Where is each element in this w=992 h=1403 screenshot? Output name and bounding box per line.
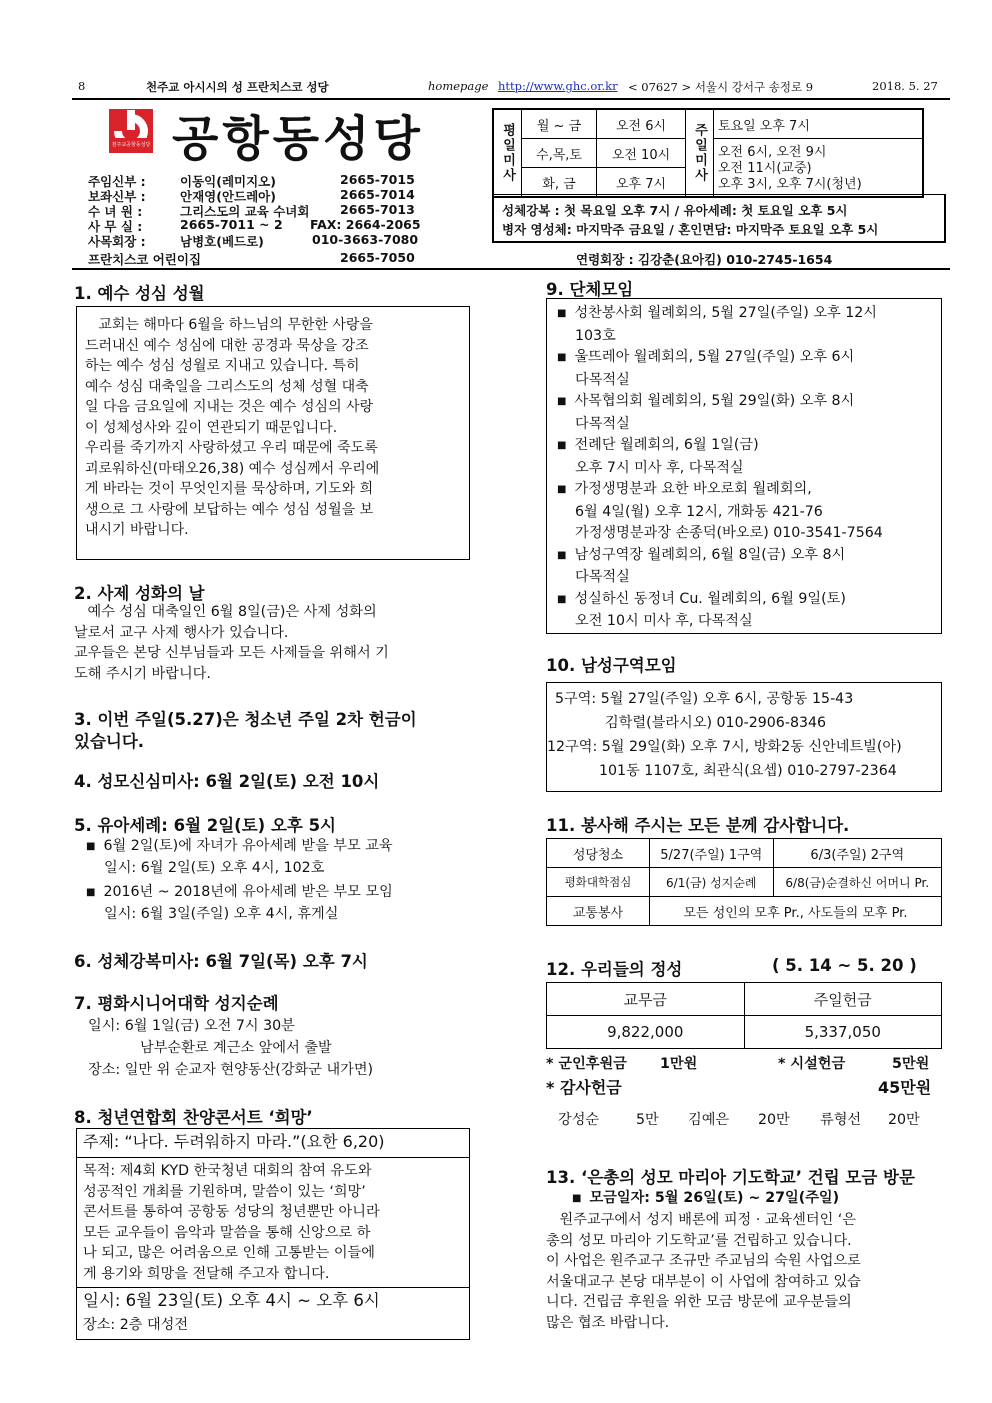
- pilgrimage-departure: 남부순환로 계근소 앞에서 출발: [140, 1040, 332, 1056]
- page-header-line: [72, 76, 950, 100]
- district-12-contact: 101동 1107호, 최관식(요셉) 010-2797-2364: [599, 763, 897, 779]
- district-5-line: 5구역: 5월 27일(주일) 오후 6시, 공항동 15-43: [555, 691, 854, 707]
- staff-row: 프란치스코 어린이집 2665-7050: [88, 250, 415, 267]
- s1-line: 예수 성심 대축일을 그리스도의 성체 성혈 대축: [85, 378, 369, 395]
- s1-line: 교회는 해마다 6월을 하느님의 무한한 사랑을: [85, 317, 373, 333]
- s1-line: 드러내신 예수 성심에 대한 공경과 묵상을 강조: [85, 337, 369, 354]
- list-item: ■ 전례단 월례회의, 6월 1일(금) 오후 7시 미사 후, 다목적실: [557, 435, 883, 479]
- staff-row: 사목회장 : 남병호(베드로) 010-3663-7080: [88, 232, 419, 249]
- s2-line: 교우들은 본당 신부님들과 모든 사제들을 위해서 기: [74, 645, 389, 661]
- list-item: ■ 2016년 ~ 2018년에 유아세례 받은 부모 모임: [86, 882, 393, 905]
- pilgrimage-place: 장소: 일만 위 순교자 현양동산(강화군 내가면): [88, 1062, 374, 1078]
- church-title: 공항동성당: [172, 111, 424, 167]
- section-6-title: 6. 성체강복미사: 6월 7일(목) 오후 7시: [74, 952, 368, 971]
- s8-line: 성공적인 개최를 기원하며, 말씀이 있는 ‘희망’: [83, 1183, 366, 1200]
- s1-line: 생으로 그 사랑에 보답하는 예수 성심 성월을 보: [85, 501, 374, 518]
- district-5-contact: 김학렬(블라시오) 010-2906-8346: [605, 715, 827, 731]
- section-1-box: [76, 306, 470, 560]
- section-3-title-line1: 3. 이번 주일(5.27)은 청소년 주일 2차 헌금이: [74, 710, 417, 729]
- list-item: ■ 울뜨레아 월례회의, 5월 27일(주일) 오후 6시 다목적실: [557, 347, 883, 391]
- list-item: ■ 성찬봉사회 월례회의, 5월 27일(주일) 오후 12시 103호: [557, 303, 883, 347]
- volunteer-table: [546, 838, 942, 926]
- district-12-line: 12구역: 5월 29일(화) 오후 7시, 방화2동 신안네트빌(아): [547, 739, 902, 755]
- s13-line: 니다. 건립금 후원을 위한 모금 방문에 교우분들의: [546, 1294, 852, 1310]
- facility-offering-value: 5만원: [892, 1056, 930, 1072]
- section-10-box: [546, 682, 942, 792]
- list-item-detail: 일시: 6월 3일(주일) 오후 4시, 휴게실: [104, 906, 339, 922]
- section-9-title: 9. 단체모임: [546, 280, 634, 299]
- section-12-title: 12. 우리들의 정성: [546, 960, 683, 979]
- section-1-title: 1. 예수 성심 성월: [74, 284, 205, 303]
- s1-line: 이 성체성사와 깊이 연관되기 때문입니다.: [85, 419, 338, 436]
- s1-line: 내시기 바랍니다.: [85, 522, 189, 538]
- s13-line: 서울대교구 본당 대부분이 이 사업에 참여하고 있습: [546, 1273, 861, 1290]
- s1-line: 일 다음 금요일에 지내는 것은 예수 성심의 사랑: [85, 399, 374, 415]
- thanks-offering-value: 45만원: [878, 1078, 932, 1097]
- funeral-society-contact: 연령회장 : 김강춘(요아킴) 010-2745-1654: [576, 252, 833, 267]
- mass-schedule-table: 평일미사 월 ~ 금 오전 6시 주일미사 토요일 오후 7시 수,목,토 오전 10시 오전 6시, 오전 9시 오전 11시(교중) 오후 3시, 오후 7시(청년) 화, 금 오후 7시: [492, 108, 924, 198]
- church-name: 천주교 아시시의 성 프란치스코 성당: [146, 80, 329, 94]
- section-9-box: [546, 298, 942, 634]
- concert-time: 일시: 6월 23일(토) 오후 4시 ~ 오후 6시: [83, 1291, 380, 1310]
- s13-line: 많은 협조 바랍니다.: [546, 1314, 670, 1331]
- offering-period: ( 5. 14 ~ 5. 20 ): [772, 956, 917, 975]
- section-13-title: 13. ‘은총의 성모 마리아 기도학교’ 건립 모금 방문: [546, 1168, 915, 1187]
- logo-caption: 천주교공항동성당: [111, 142, 151, 148]
- s1-line: 괴로워하신(마태오26,38) 예수 성심께서 우리에: [85, 460, 380, 477]
- s8-line: 게 용기와 희망을 전달해 주고자 합니다.: [83, 1265, 330, 1282]
- list-item: ■ 가정생명분과 요한 바오로회 월례회의, 6월 4일(월) 오후 12시, 개화동 421-76 가정생명분과장 손종덕(바오로) 010-3541-7564: [557, 479, 883, 545]
- church-logo-icon: [108, 108, 154, 154]
- s8-line: 콘서트를 통하여 공항동 성당의 청년뿐만 아니라: [83, 1204, 380, 1220]
- list-item: ■ 성실하신 동정녀 Cu. 월례회의, 6월 9일(토) 오전 10시 미사 후, 다목적실: [557, 589, 883, 633]
- sunday-mass-label: 주일미사: [686, 109, 714, 197]
- staff-row: 주임신부 : 이동익(레미지오) 2665-7015: [88, 172, 415, 189]
- s2-line: 날로서 교구 사제 행사가 있습니다.: [74, 624, 289, 641]
- table-row: 성당청소 5/27(주일) 1구역 6/3(주일) 2구역: [547, 839, 942, 868]
- weekday-mass-label: 평일미사: [493, 109, 522, 197]
- pilgrimage-time: 일시: 6월 1일(금) 오전 7시 30분: [88, 1018, 295, 1034]
- table-row: 9,822,000 5,337,050: [547, 1016, 942, 1049]
- offering-table: [546, 982, 942, 1049]
- list-item: ■ 6월 2일(토)에 자녀가 유아세례 받을 부모 교육: [86, 836, 393, 859]
- staff-row: 수 녀 원 : 그리스도의 교육 수녀회 2665-7013: [88, 202, 415, 219]
- homepage-link[interactable]: http://www.ghc.or.kr: [498, 79, 618, 93]
- section-2-title: 2. 사제 성화의 날: [74, 584, 205, 603]
- s2-line: 예수 성심 대축일인 6월 8일(금)은 사제 성화의: [74, 604, 377, 620]
- section-5-title: 5. 유아세례: 6월 2일(토) 오후 5시: [74, 816, 336, 835]
- table-row: 교무금 주일헌금: [547, 983, 942, 1016]
- military-donation-value: 1만원: [660, 1056, 698, 1072]
- s8-line: 모든 교우들이 음악과 말씀을 통해 신앙으로 하: [83, 1224, 371, 1241]
- section-4-title: 4. 성모신심미사: 6월 2일(토) 오전 10시: [74, 772, 380, 791]
- staff-row: 보좌신부 : 안재영(안드레아) 2665-7014: [88, 187, 415, 204]
- s13-line: 이 사업은 원주교구 조규만 주교님의 숙원 사업으로: [546, 1253, 861, 1269]
- list-item: ■ 사목협의회 월례회의, 5월 29일(화) 오후 8시 다목적실: [557, 391, 883, 435]
- list-item-detail: 일시: 6월 2일(토) 오후 4시, 102호: [104, 860, 325, 876]
- church-address: < 07627 > 서울시 강서구 송정로 9: [628, 80, 814, 94]
- section-8-title: 8. 청년연합회 찬양콘서트 ‘희망’: [74, 1108, 313, 1127]
- list-item: ■ 남성구역장 월례회의, 6월 8일(금) 오후 8시 다목적실: [557, 545, 883, 589]
- s8-line: 목적: 제4회 KYD 한국청년 대회의 참여 유도와: [83, 1163, 372, 1179]
- s1-line: 하는 예수 성심 성월로 지내고 있습니다. 특히: [85, 358, 360, 374]
- homepage-label: homepage: [428, 79, 489, 93]
- concert-place: 장소: 2층 대성전: [83, 1317, 189, 1333]
- staff-row: 사 무 실 : 2665-7011 ~ 2 FAX: 2664-2065: [88, 217, 421, 234]
- s8-line: 나 되고, 많은 어려움으로 인해 고통받는 이들에: [83, 1245, 375, 1261]
- section-11-title: 11. 봉사해 주시는 모든 분께 감사합니다.: [546, 816, 850, 835]
- s13-line: 원주교구에서 성지 배론에 피정 · 교육센터인 ‘은: [546, 1212, 857, 1228]
- s1-line: 게 바라는 것이 무엇인지를 묵상하며, 기도와 희: [85, 481, 374, 497]
- section-10-title: 10. 남성구역모임: [546, 656, 677, 675]
- table-row: 교통봉사 모든 성인의 모후 Pr., 사도들의 모후 Pr.: [547, 897, 942, 926]
- header-divider: [72, 268, 950, 270]
- section-7-title: 7. 평화시니어대학 성지순례: [74, 994, 279, 1013]
- military-donation-label: * 군인후원금: [546, 1056, 627, 1072]
- section-3-title-line2: 있습니다.: [74, 732, 145, 751]
- s2-line: 도해 주시기 바랍니다.: [74, 665, 211, 682]
- page-number: 8: [78, 79, 86, 93]
- s1-line: 우리를 죽기까지 사랑하셨고 우리 때문에 죽도록: [85, 440, 378, 456]
- s13-line: 총의 성모 마리아 기도학교’를 건립하고 있습니다.: [546, 1232, 852, 1249]
- fundraising-date: ■ 모금일자: 5월 26일(토) ~ 27일(주일): [572, 1188, 839, 1211]
- facility-offering-label: * 시설헌금: [778, 1056, 846, 1072]
- issue-date: 2018. 5. 27: [872, 79, 938, 93]
- section-8-box: [76, 1128, 470, 1340]
- thanks-offering-label: * 감사헌금: [546, 1078, 622, 1097]
- concert-theme: 주제: “나다. 두려워하지 마라.”(요한 6,20): [83, 1132, 385, 1151]
- sacrament-schedule: 성체강복 : 첫 목요일 오후 7시 / 유아세례: 첫 토요일 오후 5시 병자 영성체: 마지막주 금요일 / 혼인면담: 마지막주 토요일 오후 5시: [492, 194, 946, 243]
- table-row: 평화대학점심 6/1(금) 성지순례 6/8(금)순결하신 어머니 Pr.: [547, 868, 942, 897]
